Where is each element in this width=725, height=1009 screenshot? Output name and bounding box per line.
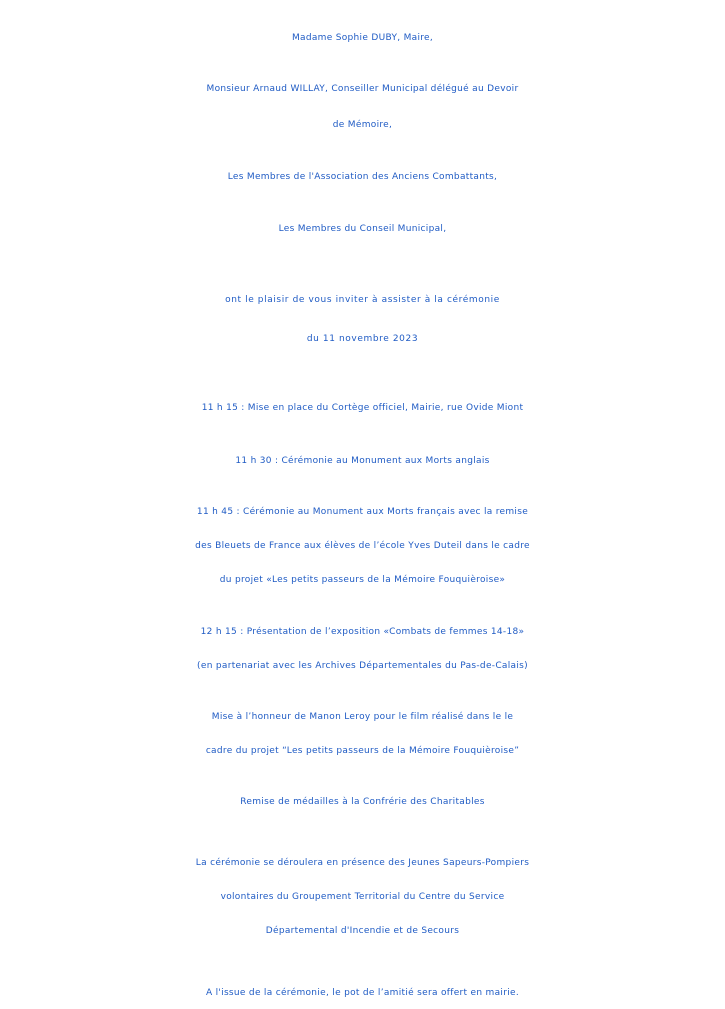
programme-item-1215-cont: (en partenariat avec les Archives Départementales du Pas-de-Calais) <box>197 661 528 671</box>
programme-item-medals: Remise de médailles à la Confrérie des Charitables <box>240 797 485 807</box>
invite-line-1: ont le plaisir de vous inviter à assister à la cérémonie <box>225 295 500 305</box>
programme-item-1145: 11 h 45 : Cérémonie au Monument aux Morts français avec la remise <box>196 507 529 517</box>
host-council: Les Membres du Conseil Municipal, <box>278 224 447 234</box>
host-councillor-cont: de Mémoire, <box>332 120 393 130</box>
invite-line-2: du 11 novembre 2023 <box>306 334 419 344</box>
programme-item-1145-cont2: du projet «Les petits passeurs de la Mémoire Fouquièroise» <box>219 575 506 585</box>
programme-item-1215: 12 h 15 : Présentation de l’exposition «Combats de femmes 14-18» <box>200 627 525 637</box>
host-veterans: Les Membres de l'Association des Anciens Combattants, <box>227 172 498 182</box>
presence-line-2: volontaires du Groupement Territorial du Centre du Service <box>220 892 505 902</box>
programme-item-1145-cont: des Bleuets de France aux élèves de l’école Yves Duteil dans le cadre <box>195 541 530 551</box>
host-mayor: Madame Sophie DUBY, Maire, <box>291 33 434 43</box>
presence-line-1: La cérémonie se déroulera en présence des Jeunes Sapeurs-Pompiers <box>195 858 530 868</box>
presence-line-3: Départemental d'Incendie et de Secours <box>265 926 460 936</box>
host-councillor: Monsieur Arnaud WILLAY, Conseiller Municipal délégué au Devoir <box>206 84 519 94</box>
programme-item-1115: 11 h 15 : Mise en place du Cortège officiel, Mairie, rue Ovide Miont <box>201 403 524 413</box>
programme-item-1130: 11 h 30 : Cérémonie au Monument aux Morts anglais <box>235 456 490 466</box>
programme-item-honour-cont: cadre du projet “Les petits passeurs de la Mémoire Fouquièroise” <box>205 746 520 756</box>
closing-line: A l'issue de la cérémonie, le pot de l’amitié sera offert en mairie. <box>205 988 520 998</box>
programme-item-honour: Mise à l’honneur de Manon Leroy pour le film réalisé dans le le <box>211 712 514 722</box>
